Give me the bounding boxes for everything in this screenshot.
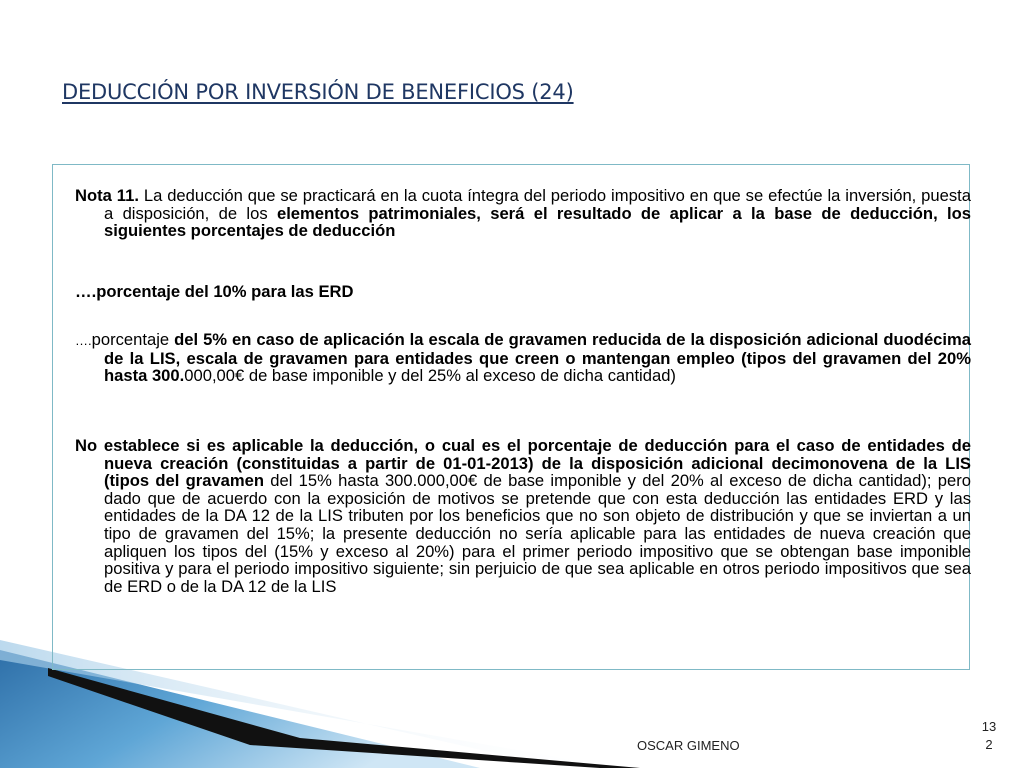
slide-title: DEDUCCIÓN POR INVERSIÓN DE BENEFICIOS (24) [62,80,574,104]
p3-bold-text: del 5% en caso de aplicación la escala de gravamen reducida de la disposición adicional duodécima de la LIS, escala de gravamen para entidades que creen o mantengan empleo (tipos del gravamen del 20% hasta 300. [104,330,971,386]
paragraph-nueva-creacion [75,437,971,595]
page-number [975,718,1003,754]
p4-text: del 15% hasta 300.000,00€ de base imponible y del 20% al exceso de dicha cantidad); pero dado que de acuerdo con la exposición de motivos se pretende que con esta deducción las entidades ERD y las entidades de la DA 12 de la LIS tributen por los beneficios que no son objeto de distribución y que se inviertan a un tipo de gravamen del 15%; la presente deducción no sería aplicable para las entidades de nueva creación que apliquen los tipos del (15% y exceso al 20%) para el primer periodo impositivo que se obtengan base imponible positiva y para el periodo impositivo siguiente; sin perjuicio de que sea aplicable en otros periodo impositivos que sea de ERD o de la DA 12 de la LIS [104,471,971,596]
p1-bold-text: elementos patrimoniales, será el resultado de aplicar a la base de deducción, los siguientes porcentajes de deducción [104,203,971,241]
footer-author: OSCAR GIMENO [637,738,740,753]
paragraph-nota-11 [75,187,971,240]
nota-label: Nota 11. [75,186,139,205]
paragraph-escala-5 [75,331,971,385]
paragraph-erd-10: ….porcentaje del 10% para las ERD [75,282,354,301]
p1-text: La deducción que se practicará en la cuota íntegra del periodo impositivo en que se efectúe la inversión, puesta a disposición, de los [104,186,972,223]
page-number-line2: 2 [985,737,993,752]
p3-tail-text: 000,00€ de base imponible y del 25% al exceso de dicha cantidad) [184,366,676,386]
p3-dots: …. [75,333,92,348]
p3-text: porcentaje [91,330,175,349]
content-box [52,164,970,670]
p4-bold-text: No establece si es aplicable la deducción, o cual es el porcentaje de deducción para el caso de entidades de nueva creación (constituidas a partir de 01-01-2013) de la disposición adicional decimonovena de la LIS (tipos del gravamen [75,436,971,491]
page-number-line1: 13 [981,719,997,734]
